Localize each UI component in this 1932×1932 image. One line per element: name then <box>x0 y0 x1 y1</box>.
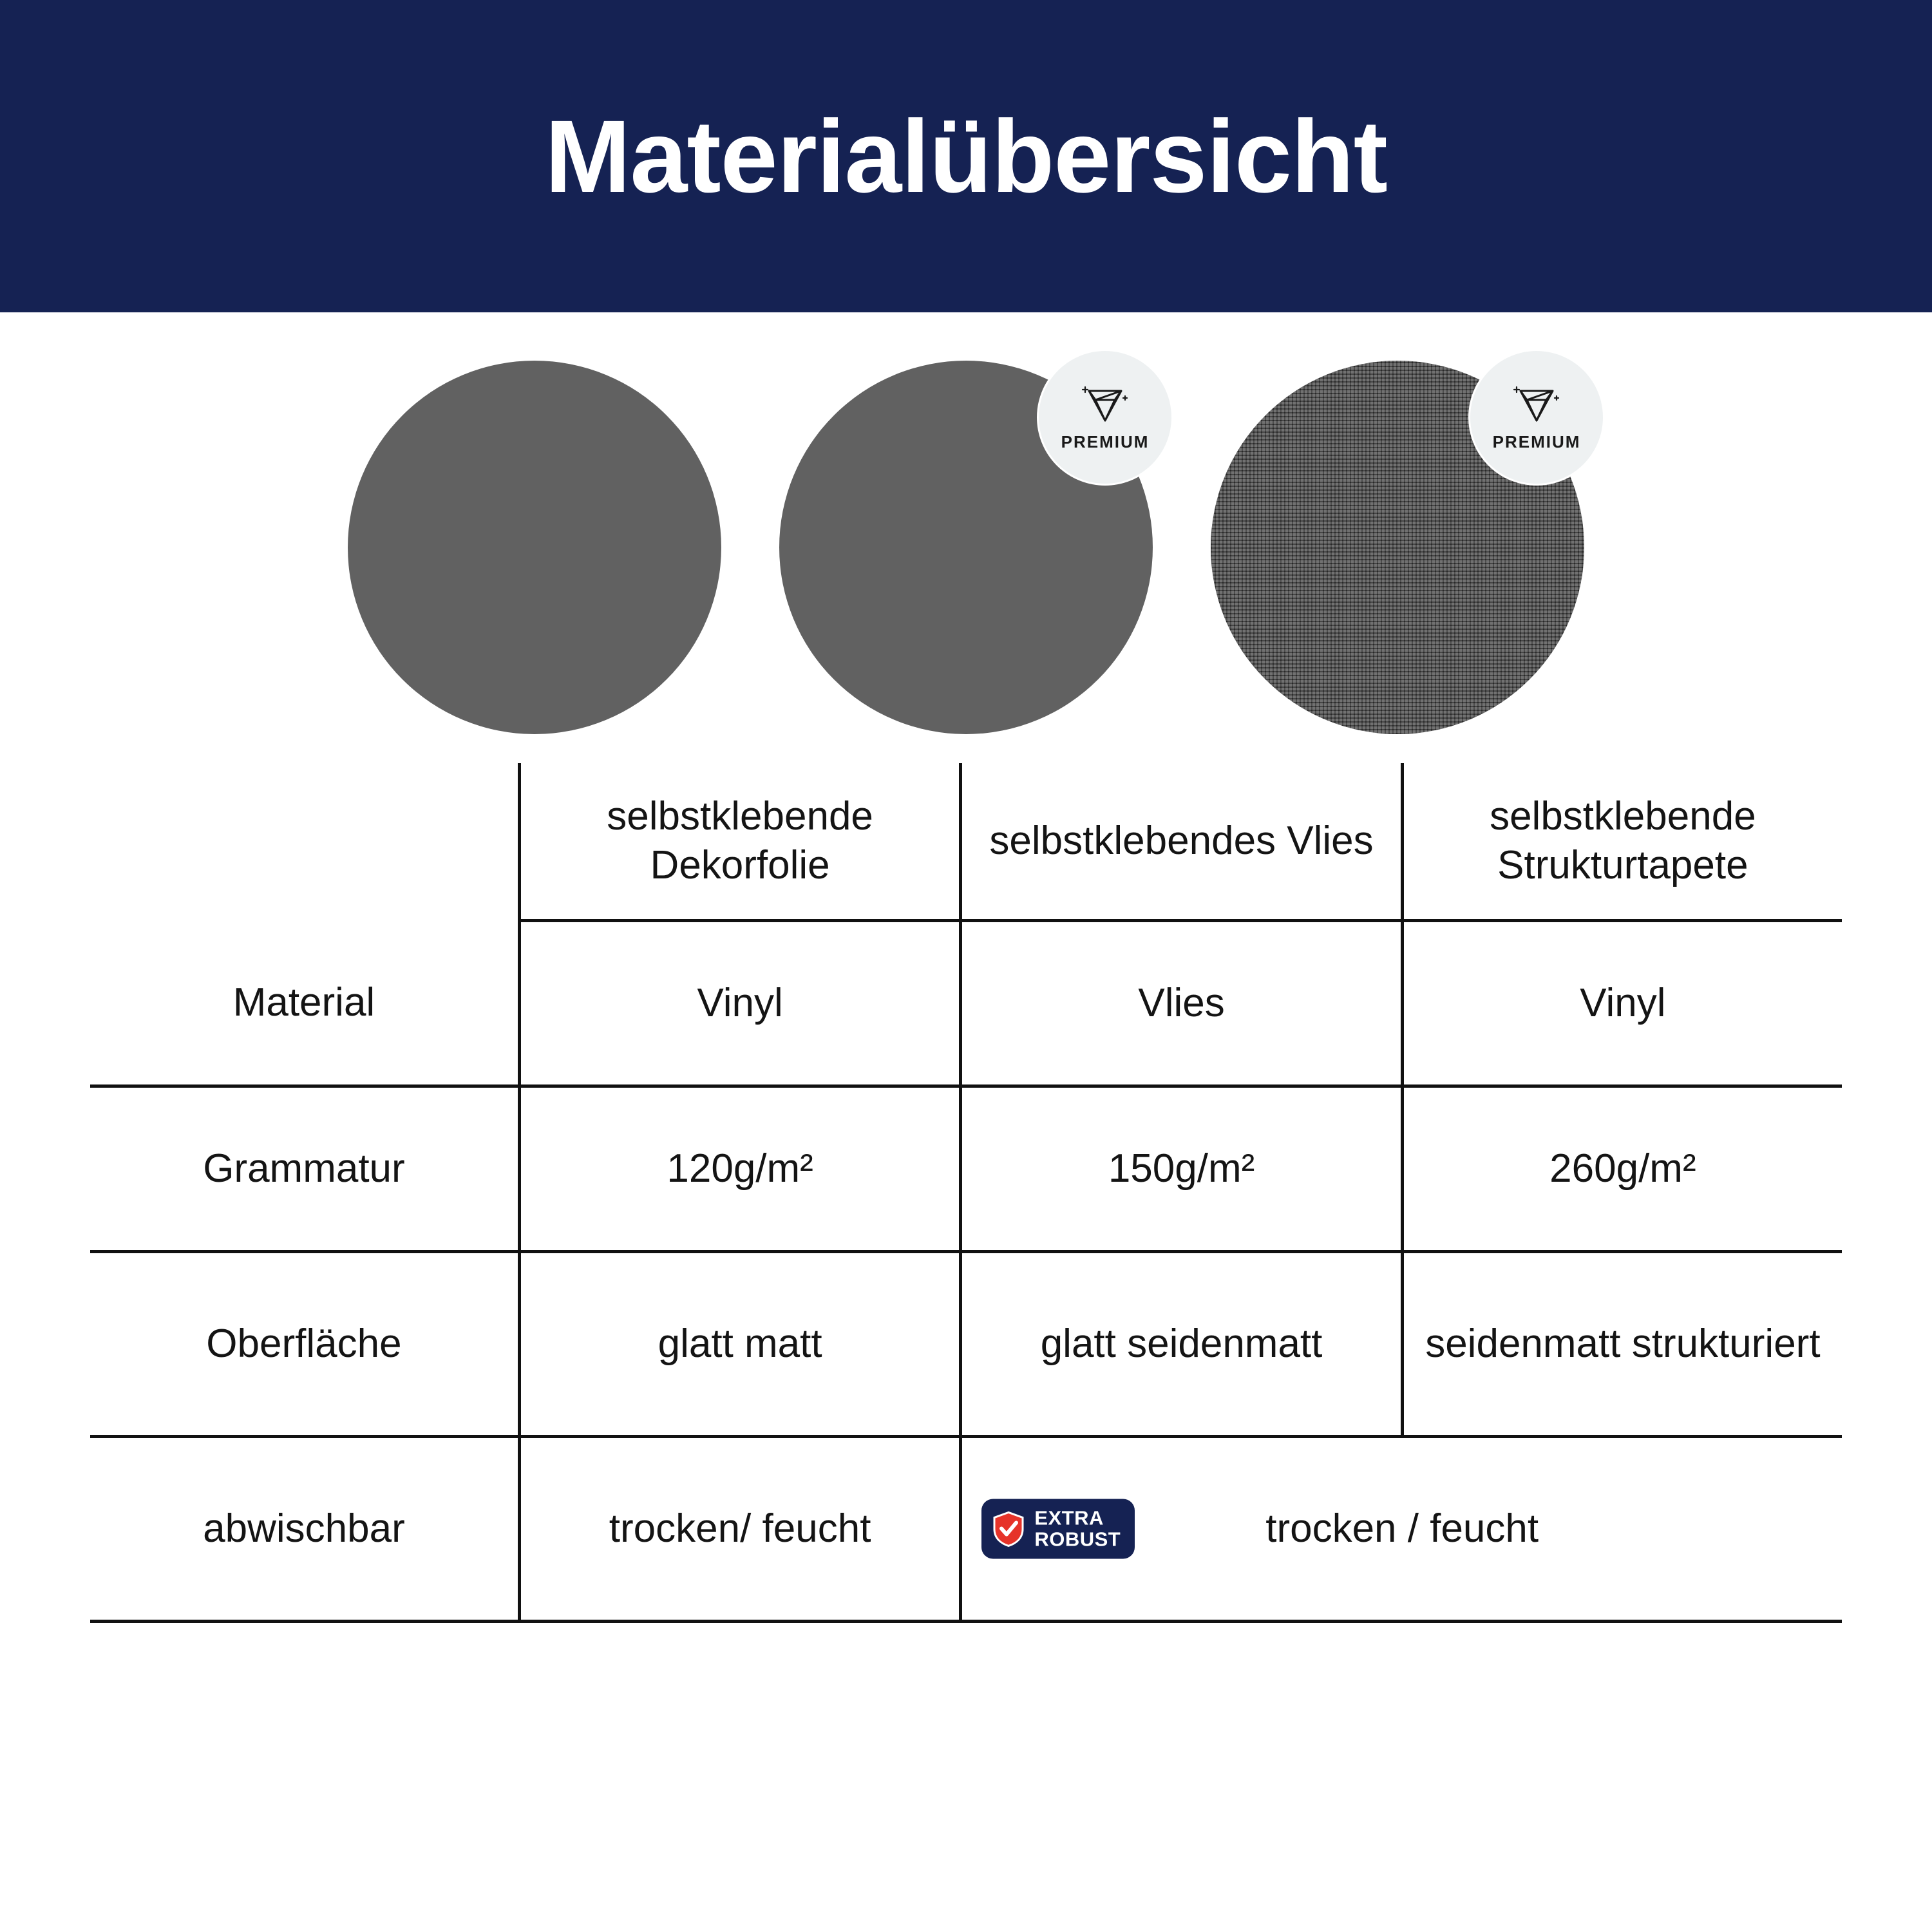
cell-abwischbar-merged-value: trocken / feucht <box>1265 1506 1539 1551</box>
cell-abwischbar-dekorfolie: trocken/ feucht <box>519 1437 960 1622</box>
premium-badge-label: PREMIUM <box>1492 431 1581 451</box>
table-row <box>90 921 1842 1086</box>
premium-badge-label: PREMIUM <box>1061 431 1150 451</box>
material-table-area <box>0 763 1932 1623</box>
cell-grammatur-strukturtapete: 260g/m² <box>1402 1086 1842 1252</box>
shield-check-icon <box>992 1510 1025 1548</box>
diamond-icon <box>1080 383 1130 428</box>
table-header-strukturtapete: selbstklebende Strukturtapete <box>1402 763 1842 921</box>
extra-robust-badge <box>981 1499 1135 1558</box>
table-row <box>90 1252 1842 1437</box>
table-header-row <box>90 763 1842 921</box>
swatch-circle-dekorfolie <box>348 361 721 734</box>
cell-grammatur-vlies: 150g/m² <box>961 1086 1402 1252</box>
material-swatch-row <box>0 312 1932 763</box>
cell-abwischbar-merged <box>961 1437 1842 1622</box>
row-label-grammatur: Grammatur <box>90 1086 519 1252</box>
extra-robust-line1: EXTRA <box>1034 1506 1104 1530</box>
row-label-oberflaeche: Oberfläche <box>90 1252 519 1437</box>
table-header-empty <box>90 763 519 921</box>
table-header-vlies: selbstklebendes Vlies <box>961 763 1402 921</box>
premium-badge-vlies <box>1037 349 1173 486</box>
premium-badge-strukturtapete <box>1468 349 1605 486</box>
extra-robust-line2: ROBUST <box>1034 1528 1121 1550</box>
cell-material-dekorfolie: Vinyl <box>519 921 960 1086</box>
material-comparison-table <box>90 763 1842 1623</box>
table-header-dekorfolie: selbstklebende Dekorfolie <box>519 763 960 921</box>
row-label-abwischbar: abwischbar <box>90 1437 519 1622</box>
cell-oberflaeche-dekorfolie: glatt matt <box>519 1252 960 1437</box>
cell-oberflaeche-strukturtapete: seidenmatt strukturiert <box>1402 1252 1842 1437</box>
cell-oberflaeche-vlies: glatt seidenmatt <box>961 1252 1402 1437</box>
swatch-dekorfolie <box>348 361 721 734</box>
table-row <box>90 1086 1842 1252</box>
cell-grammatur-dekorfolie: 120g/m² <box>519 1086 960 1252</box>
cell-material-vlies: Vlies <box>961 921 1402 1086</box>
header-banner <box>0 0 1932 312</box>
page-title: Materialübersicht <box>545 98 1387 214</box>
diamond-icon <box>1511 383 1562 428</box>
cell-material-strukturtapete: Vinyl <box>1402 921 1842 1086</box>
swatch-strukturtapete <box>1211 361 1584 734</box>
table-row <box>90 1437 1842 1622</box>
row-label-material: Material <box>90 921 519 1086</box>
swatch-vlies <box>779 361 1153 734</box>
